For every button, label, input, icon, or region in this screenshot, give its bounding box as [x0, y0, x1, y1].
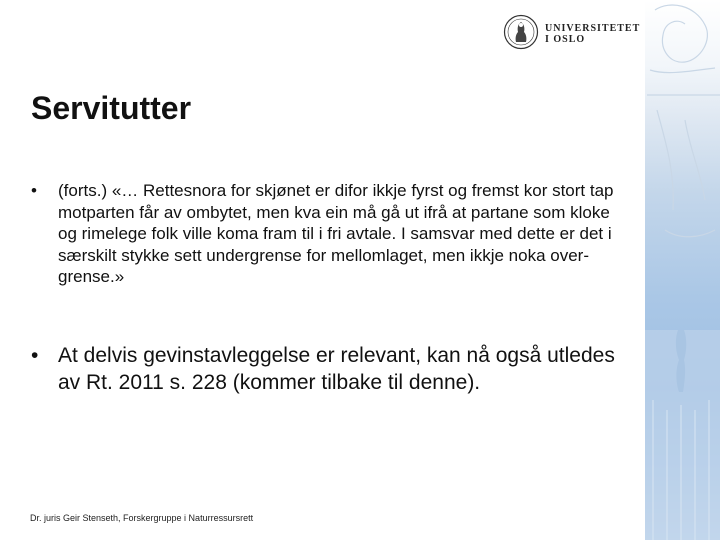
bullet-item	[31, 180, 631, 288]
bullet-text: (forts.) «… Rettesnora for skjønet er difor ikkje fyrst og fremst kor stort tap motparten får av ombytet, men kva ein må gå ut ifrå at partane som kloke og rimelege folk ville koma fram til i fri avtale. I samsvar med dette er det i særskilt stykke sett undergrense for mellomlaget, men ikkje noka over-grense.»	[58, 181, 614, 286]
decorative-statue-graphic	[645, 0, 720, 540]
logo-line-2: I OSLO	[545, 34, 586, 45]
university-seal-icon	[503, 14, 539, 50]
footer-credit: Dr. juris Geir Stenseth, Forskergruppe i Naturressursrett	[30, 513, 254, 523]
university-wordmark	[545, 23, 640, 45]
bullet-symbol: •	[31, 344, 39, 367]
university-logo	[503, 14, 641, 50]
logo-line-1: UNIVERSITETET	[545, 23, 641, 34]
bullet-symbol: •	[31, 181, 37, 200]
decorative-side-panel	[645, 0, 720, 540]
bullet-text: At delvis gevinstavleggelse er relevant, kan nå også utledes av Rt. 2011 s. 228 (kommer tilbake til denne).	[58, 344, 615, 394]
bullet-item	[31, 342, 641, 396]
slide-title: Servitutter	[31, 90, 192, 126]
